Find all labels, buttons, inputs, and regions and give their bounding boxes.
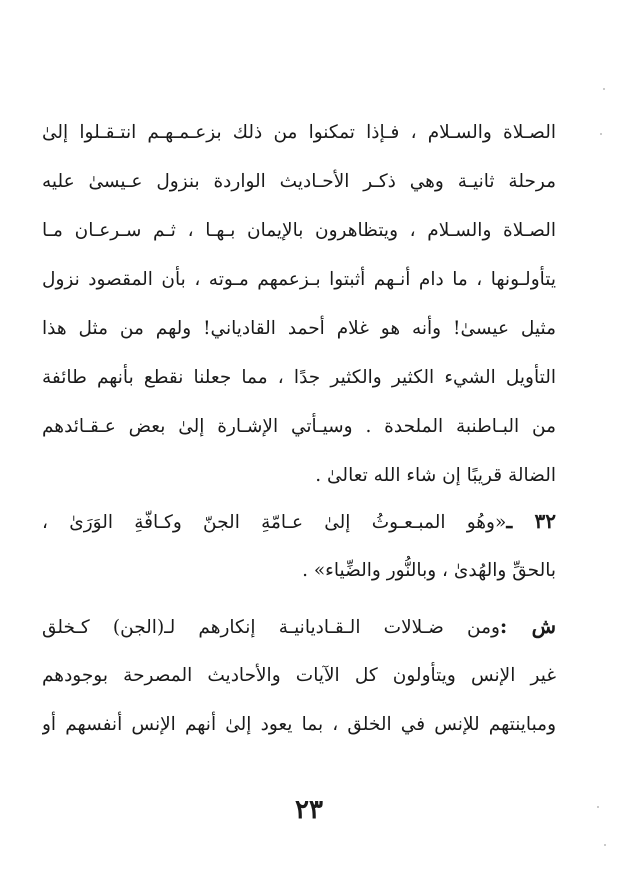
commentary-line: ومباينتهم للإنس في الخلق ، بما يعود إلىٰ أنهم الإنس أنفسهم أو <box>42 714 556 735</box>
item-32 <box>42 497 556 595</box>
commentary-text: ومن ضـلالات الـقـاديانيـة إنكارهم لـ(الجن) كـخلق <box>42 617 500 638</box>
commentary-line: غير الإنس ويتأولون كل الآيات والأحاديث المصرحة بوجودهم <box>42 665 556 686</box>
commentary <box>42 602 556 749</box>
item-32-line <box>42 497 556 546</box>
scan-speck <box>603 88 605 90</box>
paragraph-1 <box>42 108 556 500</box>
item-32-line: بالحقِّ والهُدىٰ ، وبالنُّور والضِّياء» . <box>302 560 556 581</box>
paragraph-1-line: الصـلاة والسـلام ، فـإذا تمكنوا من ذلك بزعـمـهـم انتـقـلوا إلىٰ <box>42 122 556 143</box>
paragraph-1-line: مرحلة ثانيـة وهي ذكـر الأحـاديث الواردة بنزول عـيسىٰ عليه <box>42 171 556 192</box>
scan-speck <box>600 133 602 135</box>
commentary-line <box>42 602 556 651</box>
paragraph-1-line: يتأولـونها ، ما دام أنـهم أثبتوا بـزعمهم مـوته ، بأن المقصود نزول <box>42 269 556 290</box>
page-number: ٢٣ <box>295 795 323 825</box>
item-number: ٣٢ ـ <box>506 509 556 533</box>
paragraph-1-line: من البـاطنبة الملحدة . وسيـأتي الإشـارة إلىٰ بعض عـقـائدهم <box>42 416 556 437</box>
paragraph-1-line: الصـلاة والسـلام ، ويتظاهرون بالإيمان بـهـا ، ثـم سـرعـان مـا <box>42 220 556 241</box>
paragraph-1-line: الضالة قريبًا إن شاء الله تعالىٰ . <box>315 465 556 486</box>
scan-speck <box>604 844 606 846</box>
paragraph-1-line: التأويل الشيء الكثير والكثير جدًا ، مما جعلنا نقطع بأنهم طائفة <box>42 367 556 388</box>
scan-speck <box>597 806 599 808</box>
paragraph-1-line: مثيل عيسىٰ! وأنه هو غلام أحمد القادياني! ولهم من مثل هذا <box>42 318 556 339</box>
item-32-text: «وهُو المبـعـوثُ إلىٰ عـامّةِ الجنّ وكـافّةِ الوَرَىٰ ، <box>42 512 507 533</box>
commentary-mark: ش : <box>499 614 556 638</box>
